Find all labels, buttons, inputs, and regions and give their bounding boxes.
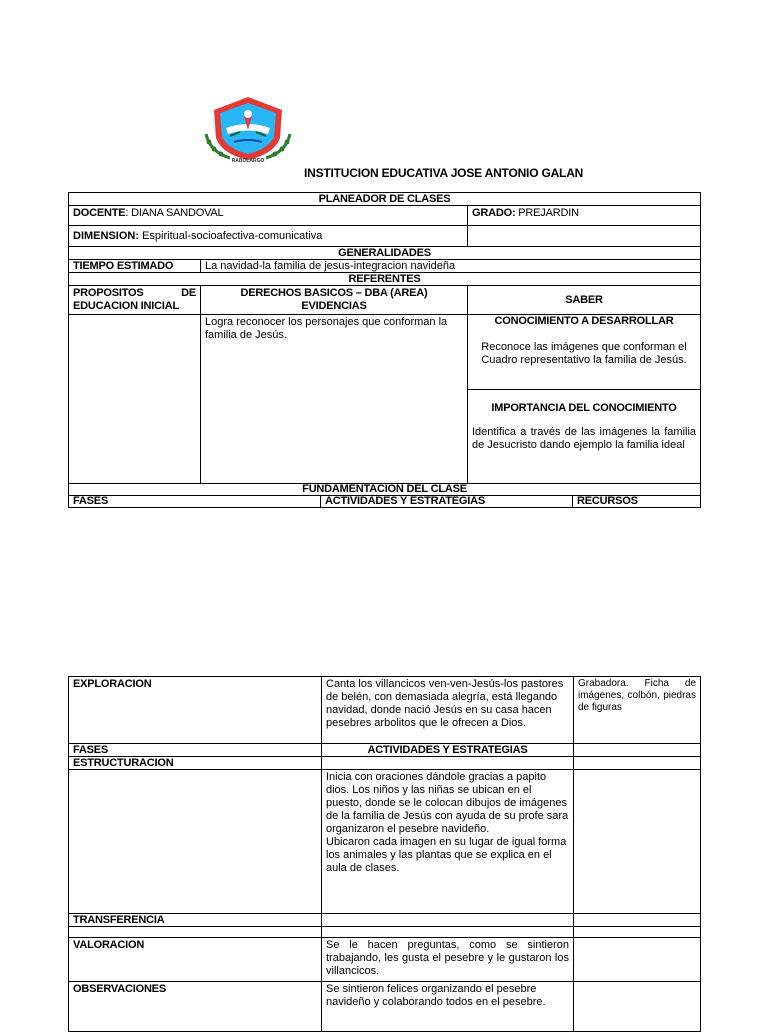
dba-label xyxy=(201,286,468,315)
estructuracion-recursos xyxy=(574,770,701,914)
transferencia-label: TRANSFERENCIA xyxy=(69,914,322,927)
valoracion-label: VALORACION xyxy=(69,938,322,982)
valoracion-recursos xyxy=(574,938,701,982)
dimension-value: Espiritual-socioafectiva-comunicativa xyxy=(142,230,323,242)
empty-cell xyxy=(468,226,701,247)
tiempo-label: TIEMPO ESTIMADO xyxy=(69,260,201,273)
observaciones-label: OBSERVACIONES xyxy=(69,982,322,1032)
grado-label: GRADO: xyxy=(472,207,516,219)
estructuracion-text-1: Inicia con oraciones dándole gracias a papito dios. Los niños y las niñas se ubican en el puesto, donde se le colocan dibujos de imágenes de la familia de Jesús con ayuda de su profe sara organizaron el pesebre navideño. xyxy=(326,771,569,835)
docente-cell xyxy=(69,206,468,226)
estructuracion-text-2: Ubicaron cada imagen en su lugar de igual forma los animales y las plantas que se explica en el aula de clases. xyxy=(326,836,567,874)
tiempo-value: La navidad-la familia de jesus-integracion navideña xyxy=(201,260,701,273)
generalidades-heading: GENERALIDADES xyxy=(69,247,701,260)
estructuracion-label: ESTRUCTURACION xyxy=(69,757,322,770)
phases-table xyxy=(68,676,701,1032)
empty-cell xyxy=(574,914,701,927)
empty-cell xyxy=(574,927,701,938)
planner-title: PLANEADOR DE CLASES xyxy=(69,193,701,206)
importancia-label: IMPORTANCIA DEL CONOCIMIENTO xyxy=(491,402,677,414)
dimension-cell xyxy=(69,226,468,247)
docente-label: DOCENTE xyxy=(73,207,126,219)
conocimiento-cell xyxy=(468,315,701,390)
empty-cell xyxy=(574,744,701,757)
estructuracion-content xyxy=(69,770,322,914)
actividades-heading: ACTIVIDADES Y ESTRATEGIAS xyxy=(321,496,573,508)
grado-cell xyxy=(468,206,701,226)
dba-label-2: EVIDENCIAS xyxy=(301,300,367,312)
observaciones-recursos xyxy=(574,982,701,1032)
propositos-label xyxy=(69,286,201,315)
valoracion-text: Se le hacen preguntas, como se sintieron trabajando, les gusta el pesebre y le gustaron los villancicos. xyxy=(322,938,574,982)
estructuracion-text xyxy=(322,770,574,914)
dimension-label: DIMENSION: xyxy=(73,230,139,242)
logo-caption: RABOLARGO xyxy=(231,158,265,164)
grado-value: PREJARDIN xyxy=(518,207,579,219)
empty-cell xyxy=(69,927,322,938)
observaciones-text: Se sintieron felices organizando el pesebre navideño y colaborando todos en el pesebre. xyxy=(322,982,574,1032)
planner-table xyxy=(68,192,701,508)
empty-cell xyxy=(322,757,574,770)
dba-label-1: DERECHOS BASICOS – DBA (AREA) xyxy=(240,287,428,299)
institution-title: INSTITUCION EDUCATIVA JOSE ANTONIO GALAN xyxy=(304,166,584,180)
recursos-heading: RECURSOS xyxy=(573,496,701,508)
school-logo xyxy=(200,94,296,170)
actividades-row-label: ACTIVIDADES Y ESTRATEGIAS xyxy=(322,744,574,757)
propositos-label-de: DE xyxy=(181,287,196,299)
empty-cell xyxy=(574,757,701,770)
exploracion-text: Canta los villancicos ven-ven-Jesús-los pastores de belén, con demasiada alegría, está llegando navidad, donde nació Jesús en su casa hacen pesebres arbolitos que le ofrecen a Dios. xyxy=(322,677,574,744)
propositos-label-2: EDUCACION INICIAL xyxy=(73,300,179,312)
propositos-label-1: PROPOSITOS xyxy=(73,287,144,299)
evidencia-text: Logra reconocer los personajes que conforman la familia de Jesús. xyxy=(201,315,468,484)
importancia-cell xyxy=(468,390,701,484)
fundamentacion-heading: FUNDAMENTACION DEL CLASE xyxy=(69,484,701,496)
docente-value: : DIANA SANDOVAL xyxy=(125,207,224,219)
conocimiento-text: Reconoce las imágenes que conforman el Cuadro representativo la familia de Jesús. xyxy=(481,341,687,366)
conocimiento-label: CONOCIMIENTO A DESARROLLAR xyxy=(494,315,674,327)
importancia-text: Identifica a través de las imágenes la familia de Jesucristo dando ejemplo la familia ideal xyxy=(472,426,697,451)
propositos-content xyxy=(69,315,201,484)
referentes-heading: REFERENTES xyxy=(69,273,701,286)
fases-heading: FASES xyxy=(69,496,321,508)
empty-cell xyxy=(322,927,574,938)
empty-cell xyxy=(322,914,574,927)
fases-row-label: FASES xyxy=(69,744,322,757)
exploracion-recursos: Grabadora. Ficha de imágenes, colbón, piedras de figuras xyxy=(574,677,701,744)
saber-label: SABER xyxy=(468,286,701,315)
exploracion-label: EXPLORACION xyxy=(69,677,322,744)
